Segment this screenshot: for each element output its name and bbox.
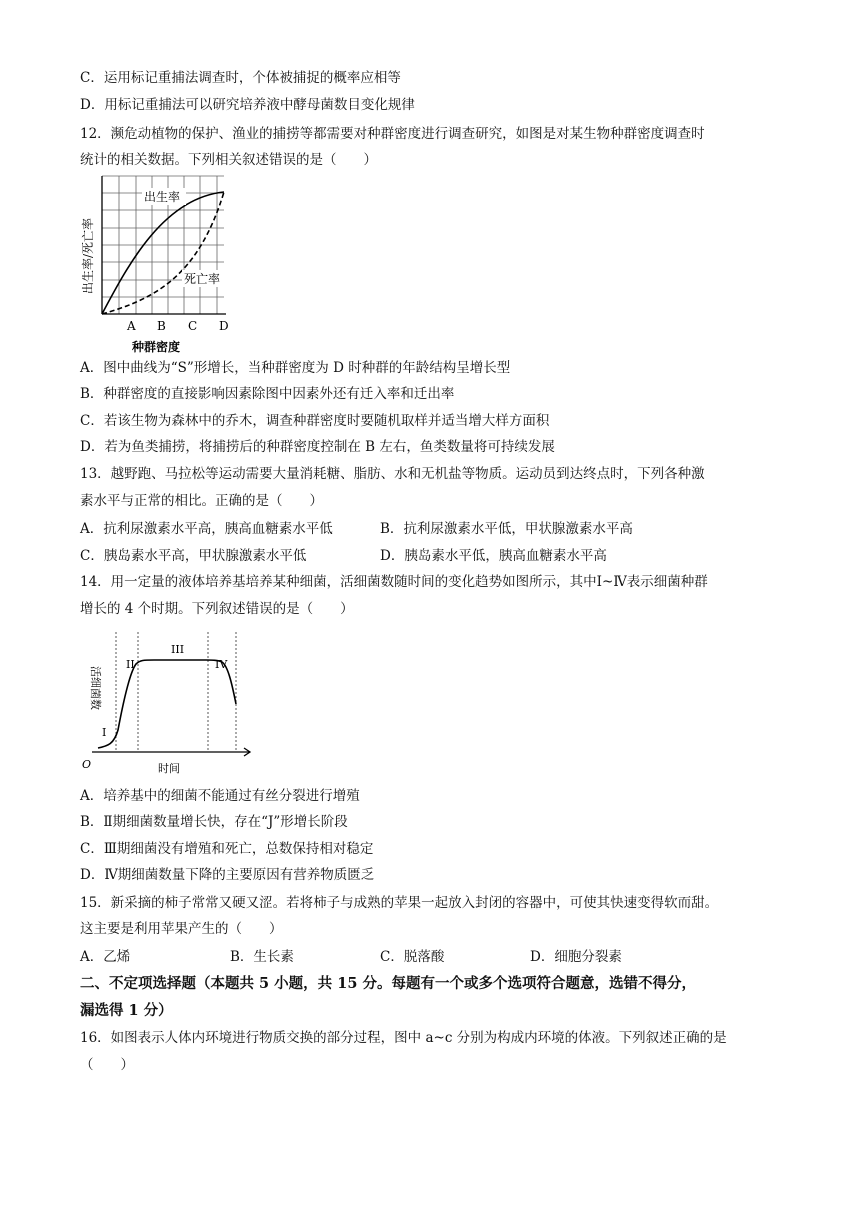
q12-option-a: A．图中曲线为“S”形增长，当种群密度为 D 时种群的年龄结构呈增长型 [80,360,511,376]
q15-option-a: A．乙烯 [80,949,131,965]
figure-bacteria-growth [78,626,258,776]
phase-2-label: II [126,658,135,671]
q13-stem-line-2: 素水平与正常的相比。正确的是（ ） [80,493,323,509]
figure1-x-label: 种群密度 [132,340,181,354]
q12-option-b: B．种群密度的直接影响因素除图中因素外还有迁入率和迁出率 [80,386,455,402]
x-tick-c: C [188,319,198,333]
figure2-x-label: 时间 [158,762,180,775]
phase-4-label: IV [215,658,228,671]
origin-label: O [82,758,92,771]
q14-option-b: B．Ⅱ期细菌数量增长快，存在“J”形增长阶段 [80,814,348,830]
growth-curve [98,660,236,748]
q12-option-c: C．若该生物为森林中的乔木，调查种群密度时要随机取样并适当增大样方面积 [80,413,550,429]
q14-option-a: A．培养基中的细菌不能通过有丝分裂进行增殖 [80,788,360,804]
q13-option-c: C．胰岛素水平高，甲状腺激素水平低 [80,548,307,564]
q15-option-d: D．细胞分裂素 [530,949,622,965]
section-2-heading-cont: 漏选得 1 分） [80,1002,173,1019]
q14-stem-line-1: 14．用一定量的液体培养基培养某种细菌，活细菌数随时间的变化趋势如图所示，其中Ⅰ~Ⅳ表示细菌种群 [80,574,708,590]
q12-stem-line-1: 12．濒危动植物的保护、渔业的捕捞等都需要对种群密度进行调查研究，如图是对某生物种群密度调查时 [80,126,705,142]
q13-option-b: B．抗利尿激素水平低，甲状腺激素水平高 [380,521,633,537]
q15-stem-line-2: 这主要是利用苹果产生的（ ） [80,921,283,937]
q14-option-d: D．Ⅳ期细菌数量下降的主要原因有营养物质匮乏 [80,867,375,883]
q12-stem-line-2: 统计的相关数据。下列相关叙述错误的是（ ） [80,152,377,168]
q13-stem-line-1: 13．越野跑、马拉松等运动需要大量消耗糖、脂肪、水和无机盐等物质。运动员到达终点时，下列各种激 [80,466,705,482]
birth-rate-label: 出生率 [144,190,181,204]
figure-birth-death-rate [74,168,244,358]
q14-option-c: C．Ⅲ期细菌没有增殖和死亡，总数保持相对稳定 [80,841,374,857]
figure1-y-label: 出生率/死亡率 [81,217,95,294]
phase-1-label: I [102,726,107,739]
figure2-y-label: 活细菌数 [89,666,102,710]
x-tick-b: B [157,319,166,333]
q14-stem-line-2: 增长的 4 个时期。下列叙述错误的是（ ） [80,601,354,617]
q15-option-b: B．生长素 [230,949,294,965]
q12-option-d: D．若为鱼类捕捞，将捕捞后的种群密度控制在 B 左右，鱼类数量将可持续发展 [80,439,555,455]
q11-option-d: D．用标记重捕法可以研究培养液中酵母菌数目变化规律 [80,97,415,113]
q13-option-d: D．胰岛素水平低，胰高血糖素水平高 [380,548,607,564]
q11-option-c: C．运用标记重捕法调查时，个体被捕捉的概率应相等 [80,70,401,86]
x-tick-d: D [219,319,229,333]
q15-stem-line-1: 15．新采摘的柿子常常又硬又涩。若将柿子与成熟的苹果一起放入封闭的容器中，可使其快速变得软而甜。 [80,895,719,911]
section-2-heading: 二、不定项选择题（本题共 5 小题，共 15 分。每题有一个或多个选项符合题意，选错不得分， [80,975,696,992]
q15-option-c: C．脱落酸 [380,949,445,965]
q16-stem-line-2: （ ） [80,1057,134,1073]
death-rate-label: 死亡率 [184,272,221,286]
phase-3-label: III [171,643,185,656]
x-tick-a: A [127,319,136,333]
q13-option-a: A．抗利尿激素水平高，胰高血糖素水平低 [80,521,333,537]
q16-stem-line-1: 16．如图表示人体内环境进行物质交换的部分过程，图中 a~c 分别为构成内环境的体液。下列叙述正确的是 [80,1030,727,1046]
